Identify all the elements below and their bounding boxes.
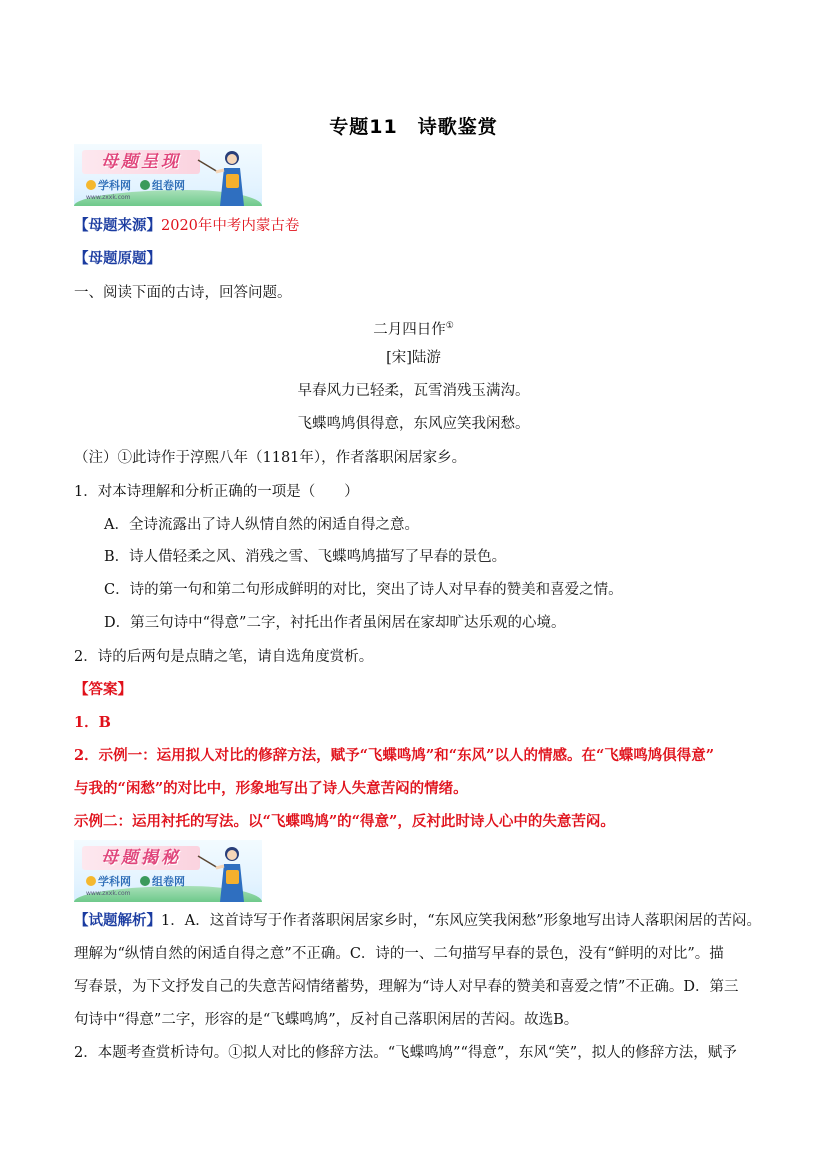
banner-muti-chengxian [74,144,262,206]
poem-note: （注）①此诗作于淳熙八年（1181年），作者落职闲居家乡。 [74,450,467,466]
poem-author: [宋]陆游 [386,350,441,366]
banner-ribbon [82,150,200,174]
banner-url: www.zxxk.com [86,890,131,897]
original-tag: 【母题原题】 [74,250,161,267]
zxxk-logo: 学科网 [86,874,131,890]
zujuan-logo: 组卷网 [140,178,185,194]
logo-mascot-icon [140,876,150,886]
analysis-line-2: 理解为“纵情自然的闲适自得之意”不正确。C．诗的一、二句描写早春的景色，没有“鲜明的对比”。描 [74,946,724,962]
analysis-line-5: 2．本题考查赏析诗句。①拟人对比的修辞方法。“飞蝶鸣鸠”“得意”，东风“笑”，拟人的修辞方法，赋予 [74,1045,737,1061]
poem-line-1: 早春风力已轻柔，瓦雪消残玉满沟。 [297,383,530,399]
analysis-line-4: 句诗中“得意”二字，形容的是“飞蝶鸣鸠”，反衬自己落职闲居的苦闷。故选B。 [74,1012,579,1028]
answer-2-line-2: 与我的“闲愁”的对比中，形象地写出了诗人失意苦闷的情绪。 [74,780,468,797]
banner-muti-jiemi [74,840,262,902]
teacher-figure-icon [196,146,256,206]
source-text: 2020年中考内蒙古卷 [161,218,300,234]
logo-mascot-icon [86,180,96,190]
zxxk-logo: 学科网 [86,178,131,194]
banner-label: 母题呈现 [101,152,181,172]
answer-tag: 【答案】 [74,681,132,698]
banner-ribbon [82,846,200,870]
analysis-line-1: 【试题解析】1．A．这首诗写于作者落职闲居家乡时，“东风应笑我闲愁”形象地写出诗人落职闲居的苦闷。 [74,912,762,929]
question-intro: 一、阅读下面的古诗，回答问题。 [74,285,292,301]
option-d: D．第三句诗中“得意”二字，衬托出作者虽闲居在家却旷达乐观的心境。 [104,615,566,631]
question-1: 1．对本诗理解和分析正确的一项是（ ） [74,484,359,500]
question-2: 2．诗的后两句是点睛之笔，请自选角度赏析。 [74,649,374,665]
answer-2-line-3: 示例二：运用衬托的写法。以“飞蝶鸣鸠”的“得意”，反衬此时诗人心中的失意苦闷。 [74,813,615,830]
option-b: B．诗人借轻柔之风、消残之雪、飞蝶鸣鸠描写了早春的景色。 [104,549,507,565]
zujuan-logo: 组卷网 [140,874,185,890]
banner-url: www.zxxk.com [86,194,131,201]
page-title: 专题11 诗歌鉴赏 [329,116,498,138]
banner-label: 母题揭秘 [101,848,181,868]
source-line [74,216,299,236]
note-mark: ① [445,321,454,331]
source-tag: 【母题来源】 [74,217,161,234]
option-c: C．诗的第一句和第二句形成鲜明的对比，突出了诗人对早春的赞美和喜爱之情。 [104,582,623,598]
poem-line-2: 飞蝶鸣鸠俱得意，东风应笑我闲愁。 [297,416,530,432]
analysis-tag: 【试题解析】 [74,912,161,929]
analysis-line-3: 写春景，为下文抒发自己的失意苦闷情绪蓄势，理解为“诗人对早春的赞美和喜爱之情”不正确。D．第三 [74,979,739,995]
option-a: A．全诗流露出了诗人纵情自然的闲适自得之意。 [104,517,419,533]
logo-mascot-icon [140,180,150,190]
poem-title: 二月四日作① [373,321,454,338]
logo-mascot-icon [86,876,96,886]
answer-2-line-1: 2．示例一：运用拟人对比的修辞方法，赋予“飞蝶鸣鸠”和“东风”以人的情感。在“飞蝶鸣鸠俱得意” [74,747,715,764]
answer-1: 1．B [74,714,111,731]
teacher-figure-icon [196,842,256,902]
